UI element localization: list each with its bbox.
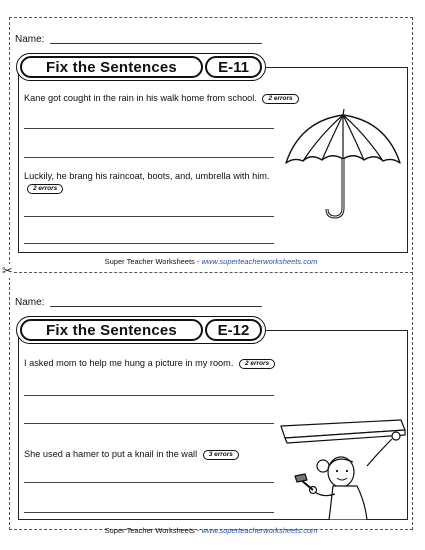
- footer-url[interactable]: www.superteacherworksheets.com: [201, 526, 318, 535]
- sentence-text: Luckily, he brang his raincoat, boots, and, umbrella with him.: [24, 171, 270, 181]
- sentence-2: [24, 448, 304, 460]
- sentence-2: [24, 170, 289, 194]
- scissors-icon: ✂: [2, 263, 13, 278]
- footer-brand: Super Teacher Worksheets -: [104, 257, 202, 266]
- footer: [9, 526, 413, 535]
- error-count-badge: 2 errors: [262, 94, 298, 104]
- answer-line: [24, 157, 274, 158]
- name-label: Name:: [15, 297, 45, 308]
- sentence-1: [24, 92, 364, 104]
- footer: [9, 257, 413, 266]
- answer-line: [24, 243, 274, 244]
- umbrella-icon: [280, 105, 405, 223]
- name-line: [50, 306, 262, 307]
- name-line: [50, 43, 262, 44]
- footer-brand: Super Teacher Worksheets -: [104, 526, 202, 535]
- footer-url[interactable]: www.superteacherworksheets.com: [201, 257, 318, 266]
- cut-line: [9, 272, 413, 273]
- answer-line: [24, 216, 274, 217]
- sentence-text: She used a hamer to put a knail in the wall: [24, 449, 198, 459]
- name-label: Name:: [15, 34, 45, 45]
- card-code: E-12: [205, 319, 262, 341]
- card-code: E-11: [205, 56, 262, 78]
- answer-line: [24, 395, 274, 396]
- answer-line: [24, 512, 274, 513]
- card-title: Fix the Sentences: [20, 56, 203, 78]
- error-count-badge: 2 errors: [239, 359, 275, 369]
- card-title: Fix the Sentences: [20, 319, 203, 341]
- answer-line: [24, 423, 274, 424]
- girl-hammering-icon: [275, 418, 408, 520]
- sentence-1: [24, 357, 364, 369]
- answer-line: [24, 482, 274, 483]
- error-count-badge: 3 errors: [203, 450, 239, 460]
- sentence-text: I asked mom to help me hung a picture in my room.: [24, 358, 234, 368]
- answer-line: [24, 128, 274, 129]
- error-count-badge: 2 errors: [27, 184, 63, 194]
- sentence-text: Kane got cought in the rain in his walk home from school.: [24, 93, 257, 103]
